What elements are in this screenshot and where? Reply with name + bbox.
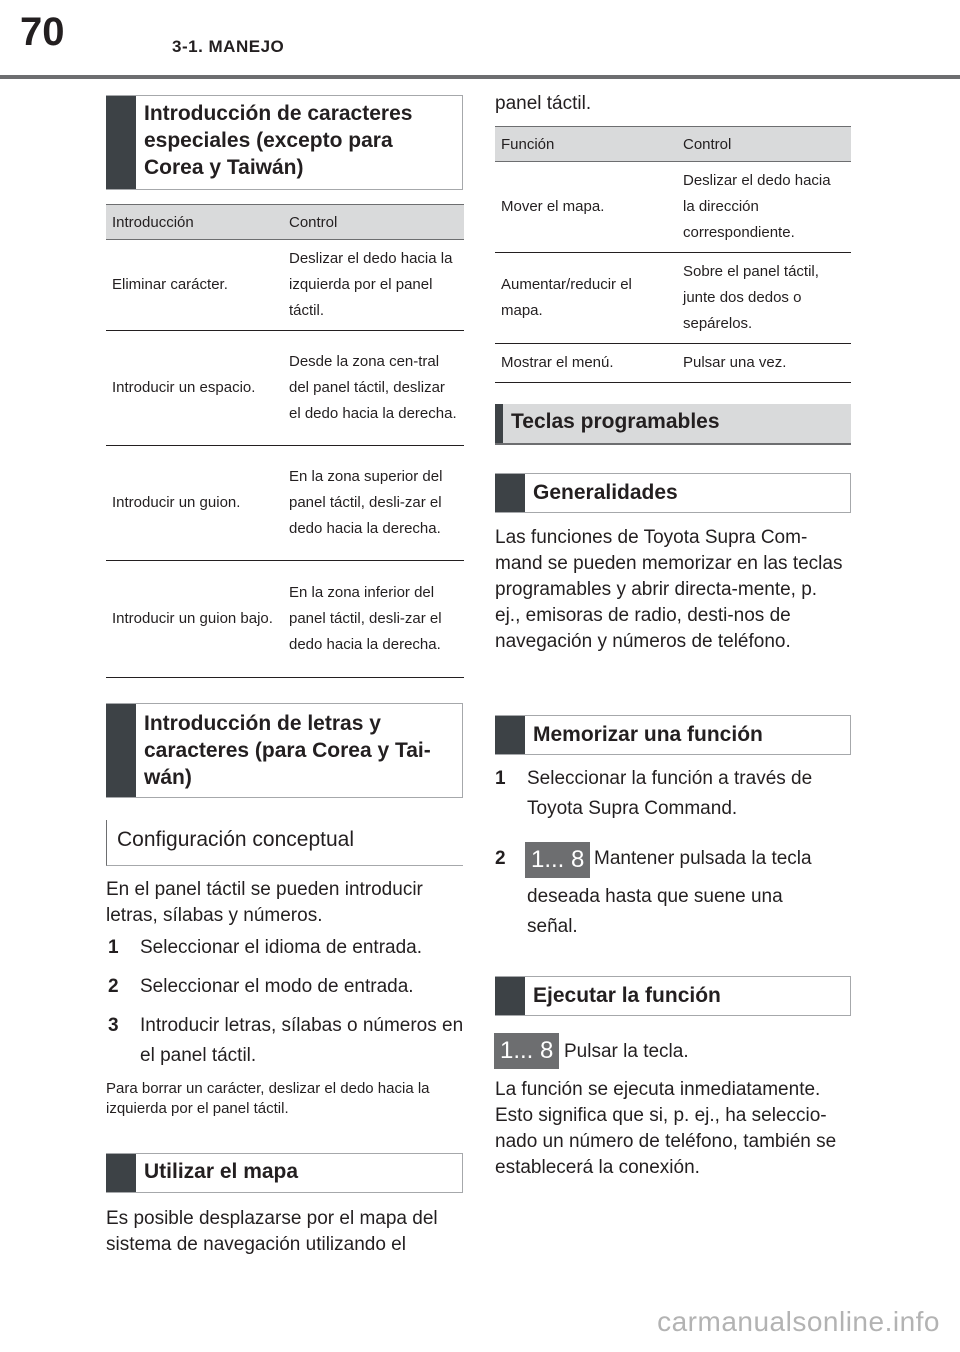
- step-text: deseada hasta que suene una señal.: [527, 886, 783, 937]
- table-cell: Sobre el panel táctil, junte dos dedos o sepárelos.: [677, 253, 851, 344]
- intro-paragraph: En el panel táctil se pueden introducir letras, sílabas y números.: [106, 879, 423, 926]
- section-bar: [495, 977, 525, 1015]
- step-text: Seleccionar el idioma de entrada.: [140, 937, 423, 958]
- final-paragraph: La función se ejecuta inmediatamente. Esto significa que si, p. ej., ha seleccio-nado un número de teléfono, también se establecerá la conexión.: [495, 1079, 837, 1178]
- section-memorize-function: [495, 715, 851, 755]
- table-cell: Introducir un guion.: [106, 446, 283, 561]
- section-title: Ejecutar la función: [533, 984, 721, 1007]
- column-header: Control: [677, 127, 851, 162]
- step-number: 3: [108, 1015, 119, 1036]
- table-cell: Introducir un espacio.: [106, 331, 283, 446]
- section-title: Memorizar una función: [533, 723, 763, 746]
- table-row: [106, 331, 464, 446]
- execute-text: Pulsar la tecla.: [564, 1041, 689, 1062]
- section-bar: [106, 1154, 136, 1192]
- section-bar: [106, 96, 136, 189]
- step-number: 2: [495, 848, 506, 869]
- table-cell: Aumentar/reducir el mapa.: [495, 253, 677, 344]
- special-characters-table: [106, 204, 464, 678]
- watermark: carmanualsonline.info: [657, 1306, 940, 1337]
- section-special-characters: [106, 95, 463, 190]
- section-bar: [495, 716, 525, 754]
- table-cell: Deslizar el dedo hacia la dirección correspondiente.: [677, 162, 851, 253]
- step-number: 1: [108, 937, 119, 958]
- section-title: Generalidades: [533, 481, 678, 504]
- subsection-concept: [106, 820, 463, 866]
- section-use-map: [106, 1153, 463, 1193]
- table-row: [106, 561, 464, 678]
- table-cell: En la zona inferior del panel táctil, desli-zar el dedo hacia la derecha.: [283, 561, 464, 678]
- column-header: Control: [283, 205, 464, 240]
- section-execute-function: [495, 976, 851, 1016]
- section-programmable-keys: [495, 404, 851, 445]
- note-text: Para borrar un carácter, deslizar el dedo hacia la izquierda por el panel táctil.: [106, 1080, 430, 1117]
- table-row: [495, 162, 851, 253]
- section-general: [495, 473, 851, 513]
- step-text: Mantener pulsada la tecla: [594, 848, 812, 869]
- step-text: Seleccionar el modo de entrada.: [140, 976, 414, 997]
- page-number: 70: [20, 10, 65, 54]
- memory-key-icon: 1... 8: [525, 842, 590, 878]
- table-row: [495, 253, 851, 344]
- map-paragraph: Es posible desplazarse por el mapa del sistema de navegación utilizando el: [106, 1208, 438, 1255]
- execute-row: [494, 1033, 854, 1073]
- continuation-text: panel táctil.: [495, 93, 592, 114]
- column-header: Introducción: [106, 205, 283, 240]
- step-number: 2: [108, 976, 119, 997]
- table-cell: Introducir un guion bajo.: [106, 561, 283, 678]
- header-rule: [0, 75, 960, 79]
- table-cell: Desde la zona cen-tral del panel táctil, deslizar el dedo hacia la derecha.: [283, 331, 464, 446]
- section-title: Introducción de caracteres especiales (excepto para Corea y Taiwán): [144, 102, 413, 179]
- table-cell: Pulsar una vez.: [677, 344, 851, 383]
- table-cell: Eliminar carácter.: [106, 240, 283, 331]
- section-title: Utilizar el mapa: [144, 1160, 299, 1183]
- subsection-title: Configuración conceptual: [117, 828, 354, 851]
- section-bar: [495, 404, 503, 443]
- table-cell: Mover el mapa.: [495, 162, 677, 253]
- memory-key-icon: 1... 8: [494, 1033, 559, 1069]
- general-paragraph: Las funciones de Toyota Supra Com-mand se pueden memorizar en las teclas programables y abrir directa-mente, p. ej., emisoras de radio, desti-nos de navegación y números de teléfono.: [495, 527, 843, 652]
- column-header: Función: [495, 127, 677, 162]
- table-cell: Deslizar el dedo hacia la izquierda por el panel táctil.: [283, 240, 464, 331]
- step-text: Introducir letras, sílabas o números en el panel táctil.: [140, 1015, 464, 1066]
- step-number: 1: [495, 768, 506, 789]
- map-controls-table: [495, 126, 851, 383]
- chapter-title: 3-1. MANEJO: [172, 37, 285, 56]
- table-cell: Mostrar el menú.: [495, 344, 677, 383]
- table-row: [106, 240, 464, 331]
- step-text: Seleccionar la función a través de Toyota Supra Command.: [527, 768, 813, 819]
- section-title: Teclas programables: [511, 410, 720, 433]
- section-bar: [106, 704, 136, 797]
- table-cell: En la zona superior del panel táctil, desli-zar el dedo hacia la derecha.: [283, 446, 464, 561]
- section-bar: [495, 474, 525, 512]
- table-row: [495, 344, 851, 383]
- table-row: [106, 446, 464, 561]
- section-korea-taiwan: [106, 703, 463, 798]
- section-title: Introducción de letras y caracteres (para Corea y Tai-wán): [144, 712, 431, 789]
